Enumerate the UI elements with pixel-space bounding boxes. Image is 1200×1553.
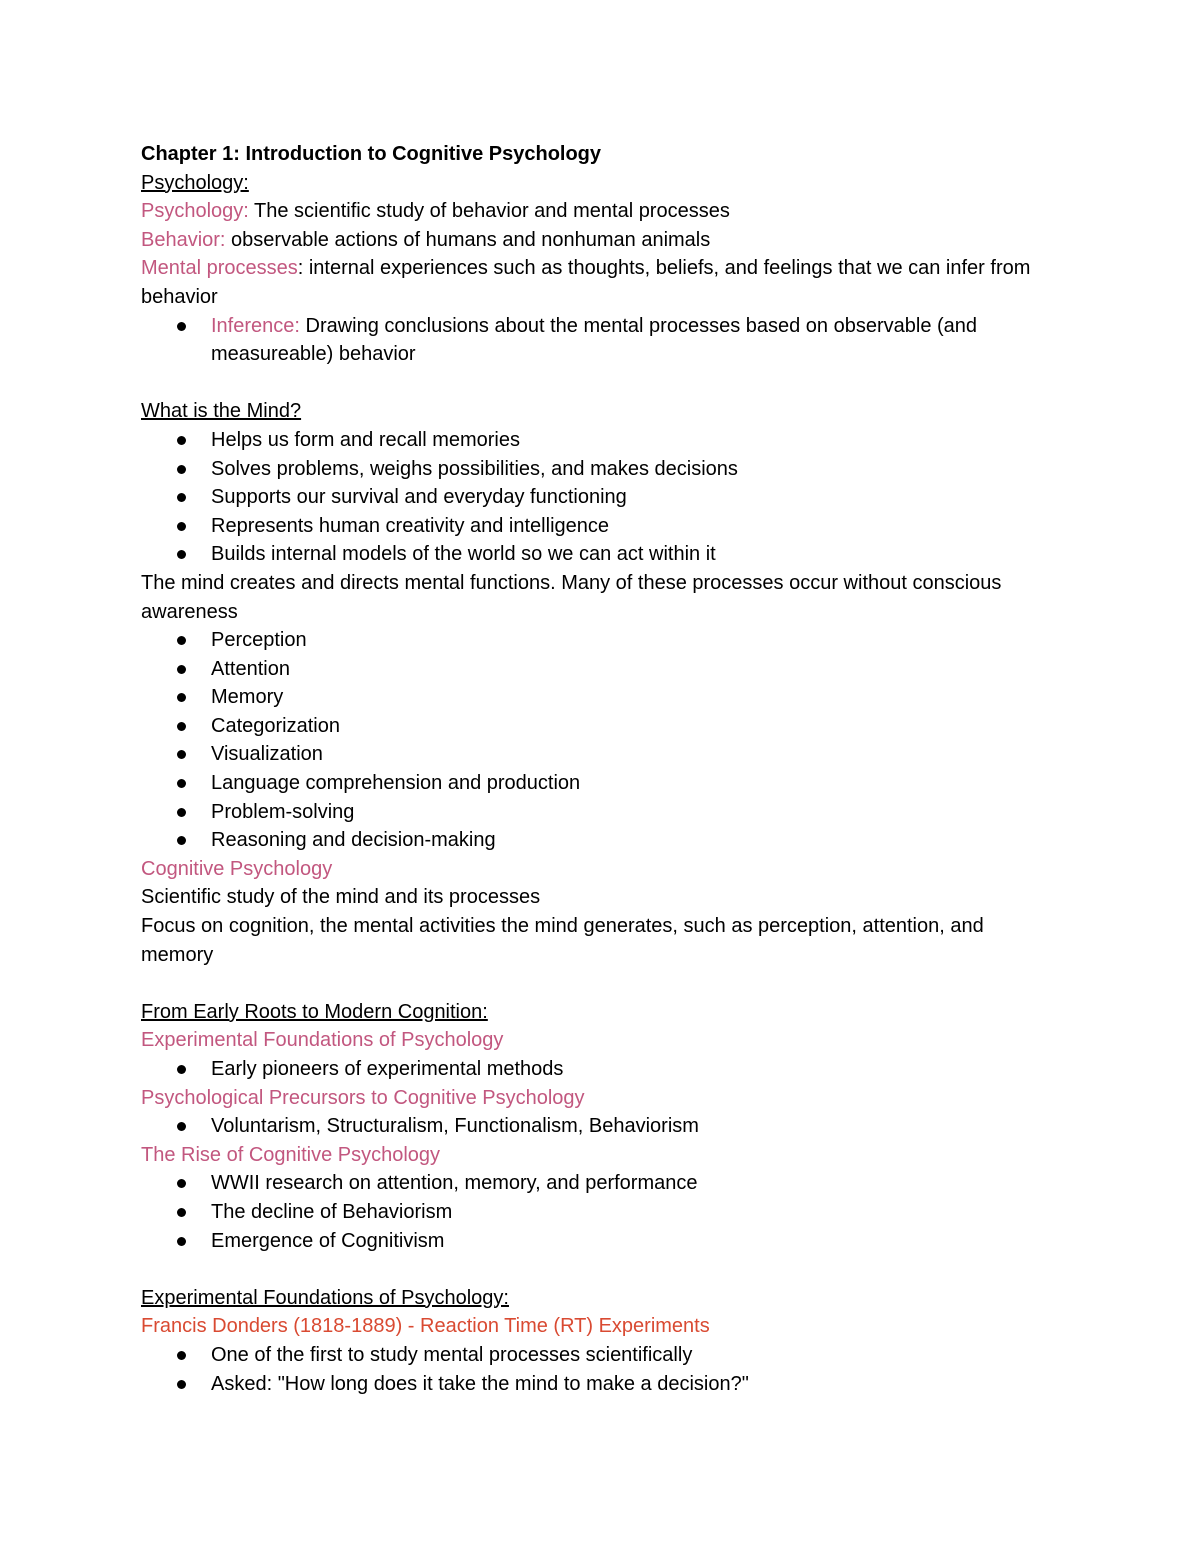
- list-item-text: Early pioneers of experimental methods: [211, 1058, 564, 1080]
- document-page: [141, 140, 1061, 1398]
- section-heading-psychology: Psychology:: [141, 171, 249, 194]
- cognitive-psychology-line-1: Scientific study of the mind and its processes: [141, 886, 541, 909]
- mental-functions-list: [141, 626, 1061, 855]
- list-item: [141, 1112, 1061, 1141]
- list-item-text: Visualization: [211, 743, 323, 766]
- bullet-icon: [177, 750, 186, 759]
- bullet-icon: [177, 322, 186, 331]
- term-inference: Inference:: [211, 314, 300, 337]
- list-item-text: Solves problems, weighs possibilities, and makes decisions: [211, 457, 738, 480]
- list-item: [141, 769, 1061, 798]
- bullet-icon: [177, 522, 186, 531]
- list-item-text: WWII research on attention, memory, and performance: [211, 1172, 698, 1195]
- list-item: [141, 655, 1061, 684]
- section-heading-mind: What is the Mind?: [141, 400, 302, 423]
- list-item-text: Emergence of Cognitivism: [211, 1229, 445, 1252]
- group-title: Experimental Foundations of Psychology: [141, 1029, 504, 1052]
- bullet-icon: [177, 1179, 186, 1188]
- list-item: [141, 1198, 1061, 1227]
- definition-text: observable actions of humans and nonhuman animals: [225, 228, 711, 251]
- bullet-icon: [177, 779, 186, 788]
- bullet-icon: [177, 465, 186, 474]
- group-list: [141, 1055, 1061, 1084]
- term-behavior: Behavior:: [141, 228, 226, 251]
- bullet-icon: [177, 722, 186, 731]
- section-heading-experimental-foundations: Experimental Foundations of Psychology:: [141, 1286, 509, 1309]
- donders-list: [141, 1341, 1061, 1398]
- bullet-icon: [177, 1237, 186, 1246]
- definition-behavior: [141, 226, 1061, 255]
- section-heading-early-roots: From Early Roots to Modern Cognition:: [141, 1000, 488, 1023]
- mind-bullet-list: [141, 426, 1061, 569]
- list-item: [141, 483, 1061, 512]
- list-item: [141, 1169, 1061, 1198]
- list-item-text: Memory: [211, 686, 284, 709]
- list-item: [141, 455, 1061, 484]
- list-item: [141, 312, 1061, 369]
- list-item-text: Asked: "How long does it take the mind to make a decision?": [211, 1372, 749, 1395]
- list-item: [141, 540, 1061, 569]
- bullet-icon: [177, 1065, 186, 1074]
- list-item-text: Voluntarism, Structuralism, Functionalism, Behaviorism: [211, 1115, 699, 1138]
- list-item: [141, 1341, 1061, 1370]
- list-item-text: Problem-solving: [211, 800, 355, 823]
- definition-text: Drawing conclusions about the mental processes based on observable (and measureable) behavior: [211, 314, 978, 366]
- bullet-icon: [177, 436, 186, 445]
- group-list: [141, 1169, 1061, 1255]
- bullet-icon: [177, 1351, 186, 1360]
- list-item-text: Supports our survival and everyday functioning: [211, 486, 627, 509]
- list-item-text: The decline of Behaviorism: [211, 1200, 453, 1223]
- list-item: [141, 798, 1061, 827]
- bullet-icon: [177, 1122, 186, 1131]
- bullet-icon: [177, 836, 186, 845]
- donders-heading: Francis Donders (1818-1889) - Reaction Time (RT) Experiments: [141, 1315, 710, 1338]
- cognitive-psychology-line-2: Focus on cognition, the mental activities the mind generates, such as perception, attention, and memory: [141, 915, 984, 966]
- bullet-icon: [177, 636, 186, 645]
- group-list: [141, 1112, 1061, 1141]
- list-item-text: Builds internal models of the world so we can act within it: [211, 543, 716, 566]
- spacer: [141, 969, 1061, 998]
- spacer: [141, 369, 1061, 398]
- list-item-text: Reasoning and decision-making: [211, 829, 496, 852]
- inference-list: [141, 312, 1061, 369]
- bullet-icon: [177, 693, 186, 702]
- list-item-text: One of the first to study mental processes scientifically: [211, 1343, 693, 1366]
- list-item: [141, 626, 1061, 655]
- definition-mental-processes: [141, 254, 1061, 311]
- cognitive-psychology-heading: Cognitive Psychology: [141, 857, 333, 880]
- list-item-text: Attention: [211, 657, 290, 680]
- list-item: [141, 826, 1061, 855]
- list-item-text: Helps us form and recall memories: [211, 428, 520, 451]
- definition-text: The scientific study of behavior and mental processes: [248, 200, 730, 223]
- term-psychology: Psychology:: [141, 200, 249, 223]
- list-item-text: Represents human creativity and intelligence: [211, 514, 609, 537]
- list-item: [141, 683, 1061, 712]
- list-item-text: Perception: [211, 629, 307, 652]
- list-item: [141, 712, 1061, 741]
- list-item: [141, 740, 1061, 769]
- bullet-icon: [177, 493, 186, 502]
- definition-text: : internal experiences such as thoughts, beliefs, and feelings that we can infer from behavior: [141, 257, 1031, 308]
- bullet-icon: [177, 665, 186, 674]
- list-item-text: Categorization: [211, 714, 340, 737]
- list-item: [141, 426, 1061, 455]
- bullet-icon: [177, 550, 186, 559]
- group-title: The Rise of Cognitive Psychology: [141, 1143, 441, 1166]
- bullet-icon: [177, 1208, 186, 1217]
- list-item: [141, 512, 1061, 541]
- list-item: [141, 1055, 1061, 1084]
- list-item: [141, 1227, 1061, 1256]
- definition-psychology: [141, 197, 1061, 226]
- list-item-text: Language comprehension and production: [211, 772, 581, 795]
- bullet-icon: [177, 808, 186, 817]
- bullet-icon: [177, 1380, 186, 1389]
- chapter-title: Chapter 1: Introduction to Cognitive Psychology: [141, 143, 602, 165]
- group-title: Psychological Precursors to Cognitive Psychology: [141, 1086, 585, 1109]
- term-mental-processes: Mental processes: [141, 257, 298, 280]
- list-item: [141, 1370, 1061, 1399]
- mind-paragraph: The mind creates and directs mental functions. Many of these processes occur without conscious awareness: [141, 571, 1002, 623]
- spacer: [141, 1255, 1061, 1284]
